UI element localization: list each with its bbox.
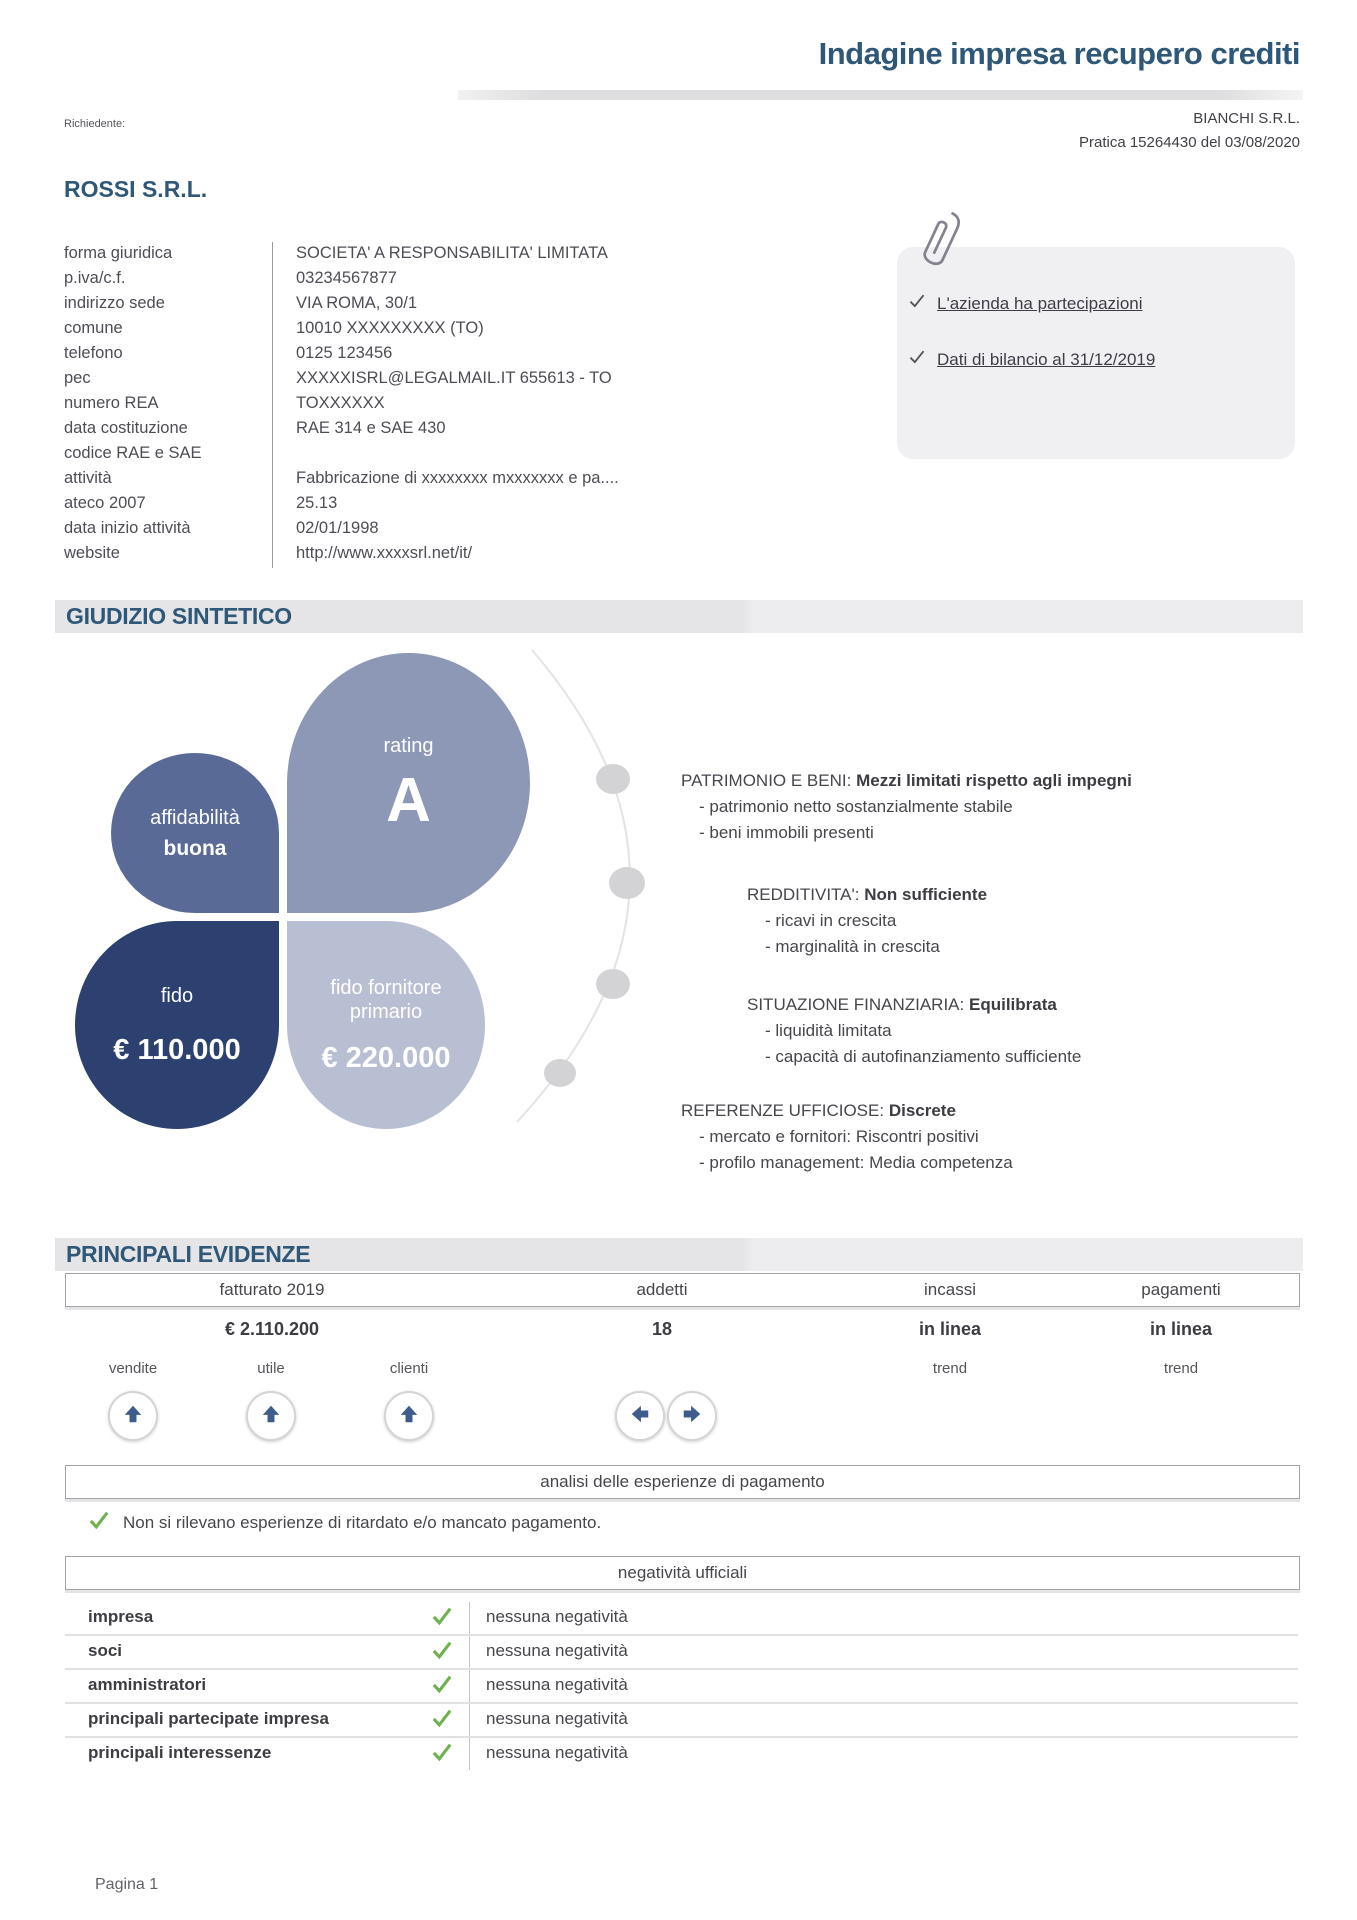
fido-fornitore-label: fido fornitore primario [330,976,442,1023]
info-value [296,441,619,466]
subject-company-name: ROSSI S.R.L. [64,176,208,202]
affidabilita-label: affidabilità [150,806,240,829]
info-value: http://www.xxxxsrl.net/it/ [296,544,473,562]
info-label: p.iva/c.f. [64,269,126,287]
assessment-bullet: - patrimonio netto sostanzialmente stabile [699,797,1013,816]
attachment-link-partecipazioni[interactable] [908,293,1143,314]
info-value: 10010 XXXXXXXXX (TO) [296,319,484,337]
evidence-column-header: fatturato 2019 [219,1280,325,1299]
row-label: principali interessenze [88,1743,272,1762]
attachment-link-label[interactable]: Dati di bilancio al 31/12/2019 [937,349,1156,369]
info-value: 02/01/1998 [296,519,379,537]
info-label: comune [64,319,123,337]
fido-fornitore-amount: € 220.000 [321,1041,451,1074]
assessment-title: SITUAZIONE FINANZIARIA: [747,995,965,1014]
row-divider [469,1704,470,1736]
note-text: Non si rilevano esperienze di ritardato e/o mancato pagamento. [123,1512,602,1532]
evidence-value-addetti: 18 [651,1319,673,1339]
trend-addetti-left-indicator [615,1391,665,1441]
check-icon [908,349,926,370]
evidence-column-header: incassi [924,1280,976,1299]
row-label: soci [88,1641,123,1660]
trend-addetti-right-indicator [667,1391,717,1441]
fido-amount: € 110.000 [113,1033,241,1066]
evidence-value-incassi: in linea [918,1319,982,1339]
row-divider [469,1738,470,1770]
assessment-title: PATRIMONIO E BENI: [681,771,852,790]
affidabilita-value: buona [163,836,227,860]
check-green-icon [431,1708,453,1733]
rating-label: rating [383,735,434,757]
assessment-judgement: Non sufficiente [864,885,988,904]
table-row [65,1670,1298,1704]
up-arrow-icon [260,1403,282,1430]
evidence-column-header: addetti [636,1280,688,1299]
info-value: 03234567877 [296,269,397,287]
check-green-icon [88,1510,110,1535]
info-label: codice RAE e SAE [64,444,202,462]
info-value: Fabbricazione di xxxxxxxx mxxxxxxx e pa.... [296,469,619,487]
info-column-divider [272,242,273,568]
info-value: VIA ROMA, 30/1 [296,294,418,312]
assessment-bullet: - liquidità limitata [765,1021,892,1040]
assessment-bullet: - profilo management: Media competenza [699,1153,1013,1172]
evidence-value-fatturato: € 2.110.200 [224,1319,320,1339]
row-value: nessuna negatività [486,1641,628,1660]
fido-label: fido [160,984,194,1007]
info-value: RAE 314 e SAE 430 [296,419,446,437]
row-divider [469,1670,470,1702]
info-label: telefono [64,344,123,362]
practice-reference: Pratica 15264430 del 03/08/2020 [1078,134,1300,151]
assessment-referenze [681,1098,1013,1176]
payment-analysis-box-title: analisi delle esperienze di pagamento [65,1465,1300,1499]
evidence-column-header: pagamenti [1141,1280,1221,1299]
trend-vendite-indicator [108,1391,158,1441]
assessment-judgement: Mezzi limitati rispetto agli impegni [856,771,1132,790]
table-row [65,1738,1298,1770]
table-row [65,1636,1298,1670]
petal-fido [75,921,279,1129]
attachment-link-label[interactable]: L'azienda ha partecipazioni [937,293,1143,313]
row-value: nessuna negatività [486,1709,628,1728]
company-info-values [296,241,619,566]
assessment-bullet: - capacità di autofinanziamento sufficiente [765,1047,1082,1066]
evidence-sublabel: clienti [389,1360,429,1377]
assessment-bullet: - beni immobili presenti [699,823,874,842]
petal-affidabilita [111,753,279,913]
row-label: impresa [88,1607,154,1626]
info-label: numero REA [64,394,159,412]
info-label: ateco 2007 [64,494,146,512]
assessment-patrimonio [681,768,1132,846]
info-value: SOCIETA' A RESPONSABILITA' LIMITATA [296,244,608,262]
petal-rating [287,653,530,913]
table-row [65,1704,1298,1738]
table-row [65,1602,1298,1636]
assessment-judgement: Discrete [888,1101,956,1120]
info-label: data costituzione [64,419,188,437]
trend-utile-indicator [246,1391,296,1441]
info-label: forma giuridica [64,244,173,262]
check-icon [908,293,926,314]
info-value: 25.13 [296,494,338,512]
assessment-redditivita [747,882,987,960]
section-title: GIUDIZIO SINTETICO [66,603,292,629]
section-header-giudizio [55,600,1303,633]
info-label: indirizzo sede [64,294,165,312]
up-arrow-icon [122,1403,144,1430]
row-divider [469,1636,470,1668]
info-label: attività [64,469,112,487]
evidence-sublabel: trend [1163,1360,1199,1377]
check-green-icon [431,1742,453,1767]
page-number: Pagina 1 [95,1876,159,1893]
requester-name: BIANCHI S.R.L. [1193,110,1300,127]
row-divider [469,1602,470,1634]
info-value: 0125 123456 [296,344,393,362]
title-underline-bar [458,90,1303,100]
company-info-labels [64,241,202,566]
assessment-bullet: - mercato e fornitori: Riscontri positivi [699,1127,979,1146]
row-value: nessuna negatività [486,1675,628,1694]
info-label: website [64,544,120,562]
row-value: nessuna negatività [486,1607,628,1626]
assessment-bullet: - marginalità in crescita [765,937,940,956]
timeline-arc [500,630,710,1155]
up-arrow-icon [398,1403,420,1430]
info-label: data inizio attività [64,519,191,537]
row-label: principali partecipate impresa [88,1709,329,1728]
info-label: pec [64,369,91,387]
requester-label: Richiedente: [64,118,126,130]
evidence-value-pagamenti: in linea [1149,1319,1213,1339]
assessment-title: REFERENZE UFFICIOSE: [681,1101,885,1120]
section-header-evidenze [55,1238,1303,1271]
info-value: TOXXXXXX [296,394,385,412]
page-title: Indagine impresa recupero crediti [818,36,1300,71]
petal-fido-fornitore [287,921,485,1129]
payment-analysis-note [88,1510,601,1535]
check-green-icon [431,1606,453,1631]
row-value: nessuna negatività [486,1743,628,1762]
assessment-bullet: - ricavi in crescita [765,911,897,930]
negativity-table [65,1602,1298,1770]
negativity-box-title: negatività ufficiali [65,1556,1300,1590]
assessment-situazione-finanziaria [747,992,1081,1070]
row-label: amministratori [88,1675,207,1694]
attachment-link-bilancio[interactable] [908,349,1155,370]
section-title: PRINCIPALI EVIDENZE [66,1241,311,1267]
assessment-judgement: Equilibrata [968,995,1057,1014]
assessment-title: REDDITIVITA': [747,885,860,904]
right-arrow-icon [681,1403,703,1430]
trend-clienti-indicator [384,1391,434,1441]
evidence-sublabel: trend [932,1360,968,1377]
evidence-sublabel: utile [257,1360,285,1377]
info-value: XXXXXISRL@LEGALMAIL.IT 655613 - TO [296,369,612,387]
check-green-icon [431,1674,453,1699]
check-green-icon [431,1640,453,1665]
evidence-sublabel: vendite [108,1360,158,1377]
left-arrow-icon [629,1403,651,1430]
rating-value: A [386,766,431,835]
